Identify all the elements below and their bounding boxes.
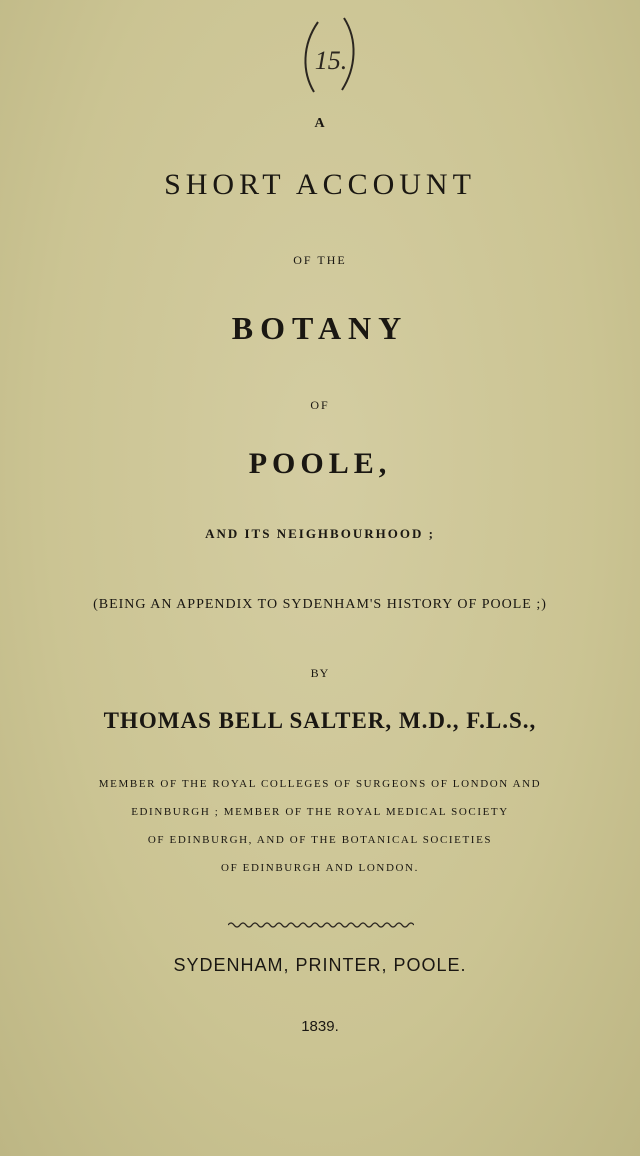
membership-line: MEMBER OF THE ROYAL COLLEGES OF SURGEONS OF LONDON AND [98, 778, 542, 790]
membership-line: EDINBURGH ; MEMBER OF THE ROYAL MEDICAL SOCIETY [131, 806, 509, 818]
publication-year: 1839. [301, 1018, 339, 1035]
wavy-divider [228, 920, 414, 930]
byline-label: BY [310, 666, 330, 680]
title-of-the: OF THE [293, 253, 347, 267]
shelfmark-text: 15. [314, 46, 348, 75]
membership-line: OF EDINBURGH AND LONDON. [221, 862, 419, 874]
subtitle-appendix: (BEING AN APPENDIX TO SYDENHAM'S HISTORY OF POOLE ;) [93, 597, 547, 612]
title-of: OF [310, 398, 330, 412]
title-article: A [314, 116, 326, 131]
membership-line: OF EDINBURGH, AND OF THE BOTANICAL SOCIETIES [147, 834, 493, 846]
title-botany: BOTANY [231, 310, 409, 346]
handwritten-shelfmark [296, 10, 366, 100]
title-poole: POOLE, [248, 447, 392, 480]
title-short-account: SHORT ACCOUNT [164, 168, 476, 201]
author-name: THOMAS BELL SALTER, M.D., F.L.S., [103, 708, 537, 733]
title-neighbourhood: AND ITS NEIGHBOURHOOD ; [205, 526, 435, 541]
printer-imprint: SYDENHAM, PRINTER, POOLE. [173, 955, 467, 975]
